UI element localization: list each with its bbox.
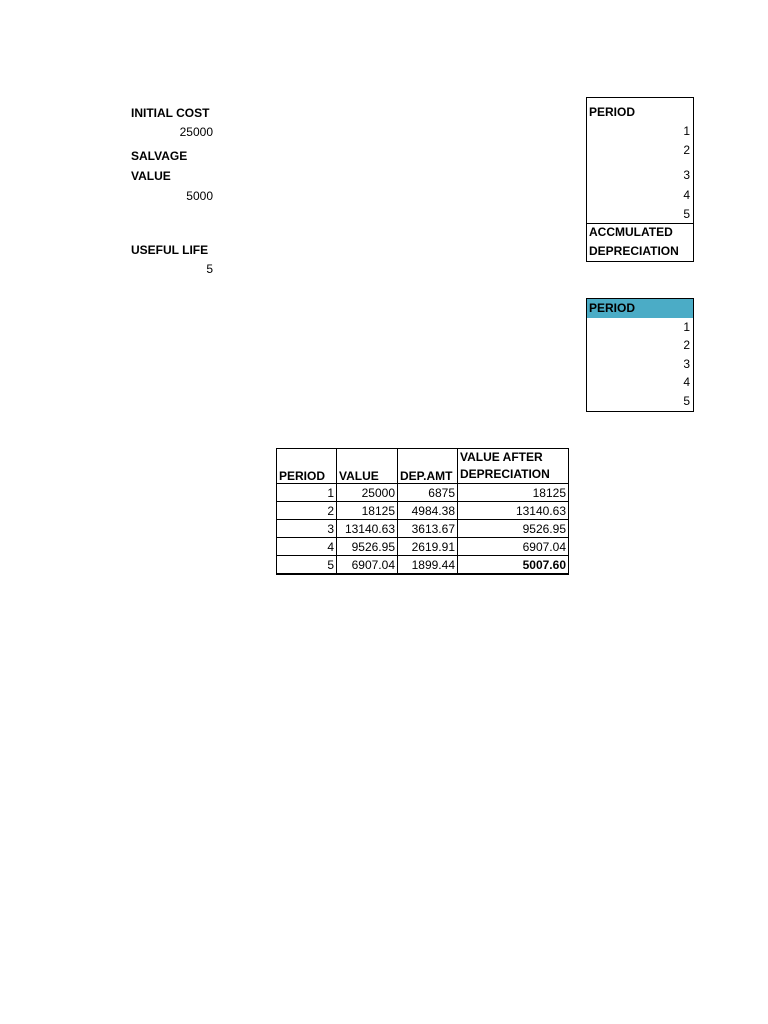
cell-dep-amt: 1899.44 [398,556,458,575]
period-box-2-header: PERIOD [587,299,693,318]
cell-period: 3 [277,520,337,538]
cell-value: 6907.04 [337,556,398,575]
cell-value-after-final: 5007.60 [458,556,569,575]
cell-dep-amt: 4984.38 [398,502,458,520]
salvage-value-label: VALUE [131,169,171,183]
period-box-1-row: 1 [683,124,690,138]
header-dep-amt: DEP.AMT [398,449,458,484]
header-value-after-depreciation [458,449,569,484]
header-value-after-line2: DEPRECIATION [460,467,550,481]
depreciation-label: DEPRECIATION [589,244,679,258]
header-value-after-line1: VALUE AFTER [460,450,543,464]
period-box-1-row: 3 [683,168,690,182]
period-box-1-row: 2 [683,143,690,157]
initial-cost-label: INITIAL COST [131,106,210,120]
period-box-2-row: 1 [683,320,690,334]
salvage-label-clipped: SALVAGE [131,149,188,163]
cell-value: 18125 [337,502,398,520]
depreciation-table [276,448,569,575]
table-row [277,538,569,556]
salvage-value: 5000 [186,189,213,203]
cell-value: 13140.63 [337,520,398,538]
header-period: PERIOD [277,449,337,484]
cell-period: 2 [277,502,337,520]
useful-life-value: 5 [206,262,213,276]
period-box-1-row: 5 [683,207,690,221]
cell-dep-amt: 3613.67 [398,520,458,538]
cell-period: 1 [277,484,337,502]
cell-dep-amt: 2619.91 [398,538,458,556]
cell-value: 9526.95 [337,538,398,556]
cell-period: 5 [277,556,337,575]
cell-value-after: 9526.95 [458,520,569,538]
initial-cost-value: 25000 [179,125,213,139]
accumulated-label: ACCMULATED [589,225,673,239]
cell-value-after: 6907.04 [458,538,569,556]
period-box-2-row: 3 [683,357,690,371]
cell-dep-amt: 6875 [398,484,458,502]
period-box-1-row: 4 [683,188,690,202]
period-box-highlighted [586,298,694,412]
table-row [277,502,569,520]
period-box-2-row: 5 [683,394,690,408]
period-box-2-row: 4 [683,375,690,389]
period-box-2-row: 2 [683,338,690,352]
cell-value-after: 13140.63 [458,502,569,520]
table-row [277,484,569,502]
cell-value: 25000 [337,484,398,502]
table-row [277,520,569,538]
header-value: VALUE [337,449,398,484]
useful-life-label: USEFUL LIFE [131,243,209,257]
table-row [277,556,569,575]
period-box-accumulated [586,97,694,262]
cell-period: 4 [277,538,337,556]
cell-value-after: 18125 [458,484,569,502]
period-box-1-header: PERIOD [589,105,636,119]
